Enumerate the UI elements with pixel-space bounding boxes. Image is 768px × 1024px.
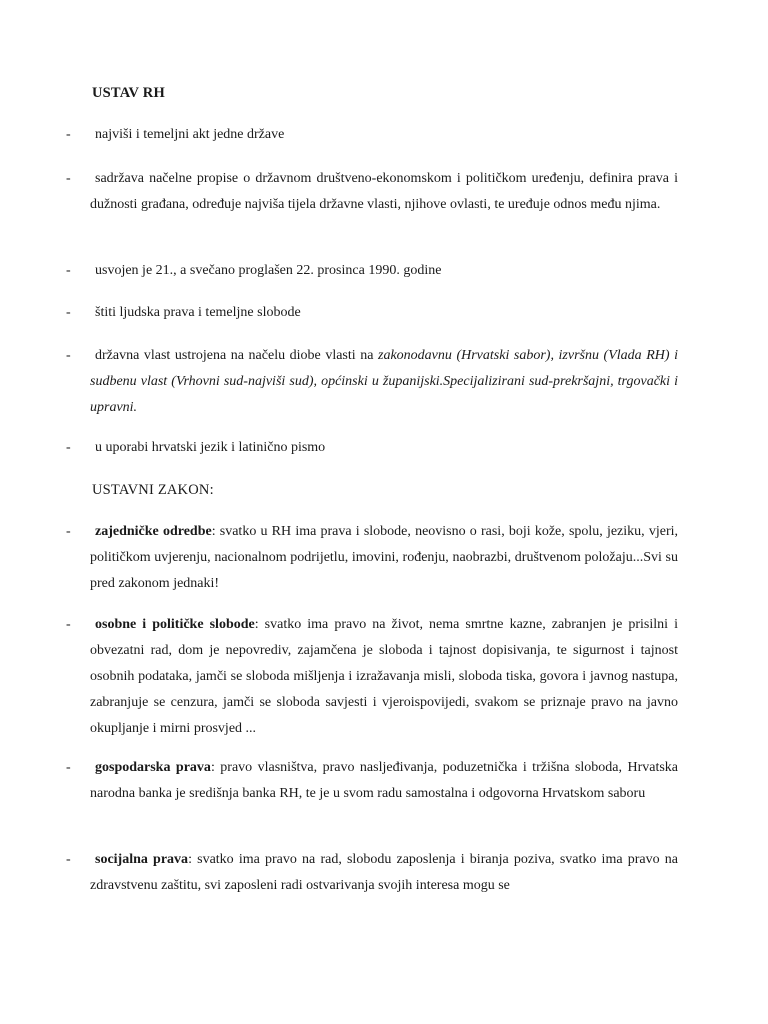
list-item-text-italic: zakonodavnu (Hrvatski sabor), izvršnu (Vlada RH) i sudbenu vlast (Vrhovni sud-najviši sud), općinski u županijski.Specijalizirani sud-prekršajni, trgovački i upravni. xyxy=(90,348,679,415)
list-item xyxy=(66,166,678,218)
bullet-dash: - xyxy=(66,305,71,320)
list-item xyxy=(66,612,678,742)
list-item-description: : svatko ima pravo na rad, slobodu zaposlenja i biranja poziva, svatko ima pravo na zdravstvenu zaštitu, svi zaposleni radi ostvarivanja svojih interesa mogu se xyxy=(90,852,678,893)
bullet-dash: - xyxy=(66,524,71,539)
bullet-dash: - xyxy=(66,617,71,632)
list-item xyxy=(66,300,678,326)
list-item-term: osobne i političke slobode xyxy=(95,617,255,632)
list-item-term: zajedničke odredbe xyxy=(95,524,212,539)
bullet-dash: - xyxy=(66,852,71,867)
list-item-text xyxy=(90,519,678,597)
list-item xyxy=(66,755,678,807)
list-item-description: : svatko u RH ima prava i slobode, neovisno o rasi, boji kože, spolu, jeziku, vjeri, političkom uvjerenju, nacionalnom podrijetlu, imovini, rođenju, naobrazbi, društvenom položaju...Svi su pred zakonom jednaki! xyxy=(90,524,678,591)
section-heading: USTAVNI ZAKON: xyxy=(92,482,214,498)
list-item-text xyxy=(90,755,678,807)
bullet-dash: - xyxy=(66,440,71,455)
list-item xyxy=(66,435,678,461)
bullet-dash: - xyxy=(66,760,71,775)
list-item-text xyxy=(90,612,678,742)
bullet-dash: - xyxy=(66,263,71,278)
list-item-text: štiti ljudska prava i temeljne slobode xyxy=(95,305,301,320)
list-item xyxy=(66,343,678,421)
list-item xyxy=(66,258,678,284)
list-item-term: gospodarska prava xyxy=(95,760,211,775)
list-item xyxy=(66,847,678,899)
list-item-text: sadržava načelne propise o državnom društveno-ekonomskom i političkom uređenju, definira prava i dužnosti građana, određuje najviša tijela državne vlasti, njihove ovlasti, te uređuje odnos među njima. xyxy=(90,171,678,212)
list-item-text: u uporabi hrvatski jezik i latinično pismo xyxy=(95,440,326,455)
list-item xyxy=(66,519,678,597)
list-item-term: socijalna prava xyxy=(95,852,189,867)
list-item-text: usvojen je 21., a svečano proglašen 22. prosinca 1990. godine xyxy=(95,263,442,278)
list-item-description: : svatko ima pravo na život, nema smrtne kazne, zabranjen je prisilni i obvezatni rad, dom je nepovrediv, zajamčena je sloboda i tajnost dopisivanja, te sigurnost i tajnost osobnih podataka, jamči se sloboda mišljenja i izražavanja misli, sloboda tiska, govora i javnog nastupa, zabranjuje se cenzura, jamči se sloboda savjesti i vjeroispovijedi, svakom se priznaje pravo na javno okupljanje i mirni prosvjed ... xyxy=(90,617,678,736)
bullet-dash: - xyxy=(66,348,71,363)
document-title: USTAV RH xyxy=(92,85,165,101)
list-item-description: : pravo vlasništva, pravo nasljeđivanja, poduzetnička i tržišna sloboda, Hrvatska narodna banka je središnja banka RH, te je u svom radu samostalna i odgovorna Hrvatskom saboru xyxy=(90,760,679,801)
list-item xyxy=(66,122,678,148)
bullet-dash: - xyxy=(66,127,71,142)
list-item-text: najviši i temeljni akt jedne države xyxy=(95,127,285,142)
list-item-text-plain: državna vlast ustrojena na načelu diobe vlasti na xyxy=(95,348,379,363)
list-item-text xyxy=(90,847,678,899)
list-item-text xyxy=(90,343,678,421)
bullet-dash: - xyxy=(66,171,71,186)
